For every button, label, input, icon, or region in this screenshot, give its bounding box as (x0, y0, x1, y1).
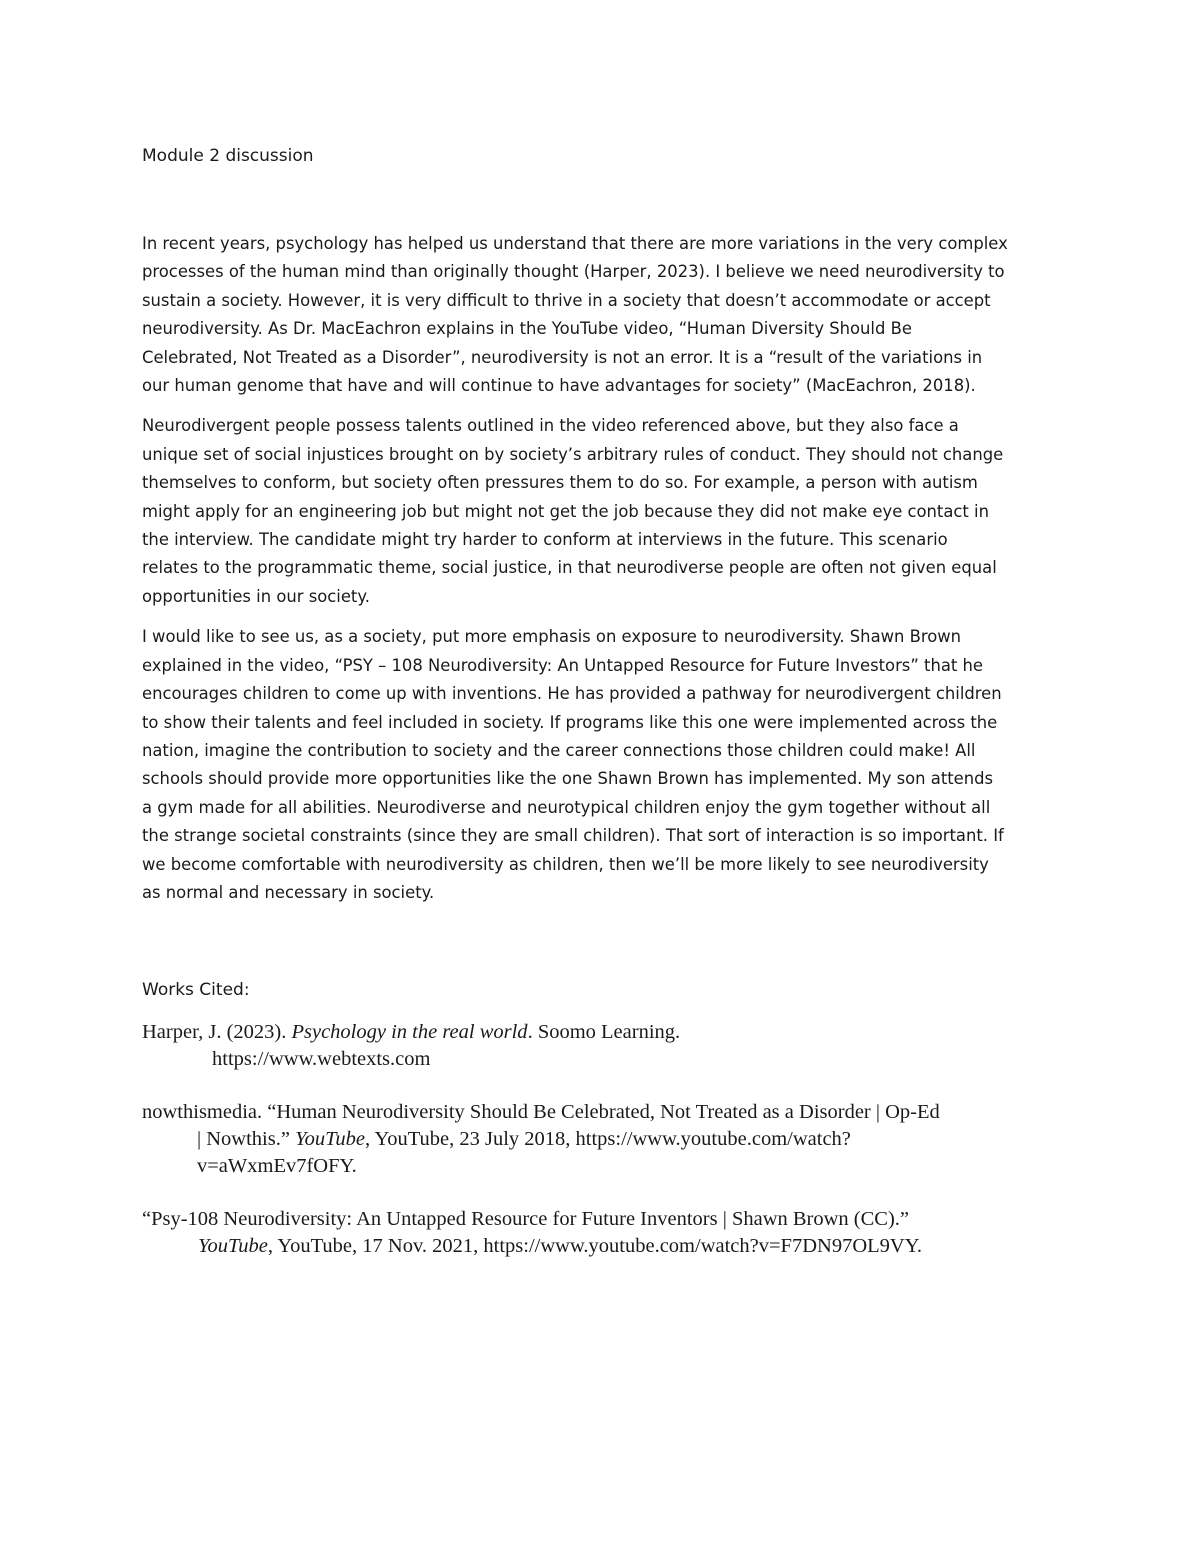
text-line: might apply for an engineering job but might not get the job because they did not make eye contact in (142, 501, 989, 521)
text-line: to show their talents and feel included in society. If programs like this one were implemented across the (142, 712, 998, 732)
citation-text: , YouTube, 23 July 2018, https://www.youtube.com/watch? (364, 1128, 851, 1150)
citation-line: “Psy-108 Neurodiversity: An Untapped Resource for Future Inventors | Shawn Brown (CC).” (142, 1208, 910, 1230)
paragraph-1 (142, 230, 1062, 400)
text-line: sustain a society. However, it is very difficult to thrive in a society that doesn’t accommodate or accept (142, 290, 991, 310)
text-line: opportunities in our society. (142, 586, 370, 606)
citation-line (142, 1019, 1072, 1046)
citation-entry-harper (142, 1019, 1072, 1073)
text-line: the strange societal constraints (since they are small children). That sort of interaction is so important. If (142, 826, 1004, 846)
text-line: encourages children to come up with inventions. He has provided a pathway for neurodivergent children (142, 684, 1002, 704)
citation-title: YouTube (295, 1128, 365, 1150)
text-line: explained in the video, “PSY – 108 Neurodiversity: An Untapped Resource for Future Investors” that he (142, 655, 984, 675)
text-line: processes of the human mind than originally thought (Harper, 2023). I believe we need neurodiversity to (142, 262, 1005, 282)
citation-entry-nowthis (142, 1099, 1072, 1180)
text-line: In recent years, psychology has helped us understand that there are more variations in the very complex (142, 234, 1008, 253)
text-line: a gym made for all abilities. Neurodiverse and neurotypical children enjoy the gym together without all (142, 797, 991, 817)
paragraph-2 (142, 412, 1062, 611)
citation-text: | Nowthis.” (197, 1128, 296, 1150)
works-cited-list (142, 1019, 1072, 1286)
text-line: Celebrated, Not Treated as a Disorder”, neurodiversity is not an error. It is a “result of the variations in (142, 347, 983, 367)
citation-text: , YouTube, 17 Nov. 2021, https://www.youtube.com/watch?v=F7DN97OL9VY. (267, 1235, 922, 1257)
text-line: our human genome that have and will continue to have advantages for society” (MacEachron, 2018). (142, 376, 976, 396)
text-line: nation, imagine the contribution to society and the career connections those children could make! All (142, 740, 976, 760)
works-cited-heading: Works Cited: (142, 980, 250, 1000)
text-line: the interview. The candidate might try harder to conform at interviews in the future. This scenario (142, 530, 948, 550)
paragraph-3 (142, 623, 1062, 907)
citation-line (142, 1126, 1072, 1153)
citation-text: . Soomo Learning. (527, 1021, 681, 1043)
text-line: unique set of social injustices brought on by society’s arbitrary rules of conduct. They should not change (142, 444, 1004, 464)
citation-line (142, 1233, 1072, 1260)
text-line: themselves to conform, but society often pressures them to do so. For example, a person with autism (142, 473, 978, 493)
citation-entry-shawn-brown (142, 1206, 1072, 1260)
text-line: I would like to see us, as a society, put more emphasis on exposure to neurodiversity. Shawn Brown (142, 627, 962, 647)
document-body (142, 230, 1062, 919)
citation-url: https://www.webtexts.com (212, 1048, 431, 1070)
text-line: as normal and necessary in society. (142, 882, 435, 902)
citation-text: Harper, J. (2023). (142, 1021, 292, 1043)
citation-line: nowthismedia. “Human Neurodiversity Should Be Celebrated, Not Treated as a Disorder | Op-Ed (142, 1101, 940, 1123)
citation-url: v=aWxmEv7fOFY. (197, 1155, 357, 1177)
citation-title: Psychology in the real world (291, 1021, 528, 1043)
text-line: Neurodivergent people possess talents outlined in the video referenced above, but they also face a (142, 416, 959, 436)
text-line: neurodiversity. As Dr. MacEachron explains in the YouTube video, “Human Diversity Should Be (142, 319, 912, 339)
document-title: Module 2 discussion (142, 146, 314, 166)
citation-title: YouTube (198, 1235, 268, 1257)
text-line: schools should provide more opportunities like the one Shawn Brown has implemented. My son attends (142, 769, 994, 789)
text-line: relates to the programmatic theme, social justice, in that neurodiverse people are often not given equal (142, 558, 997, 578)
text-line: we become comfortable with neurodiversity as children, then we’ll be more likely to see neurodiversity (142, 854, 989, 874)
